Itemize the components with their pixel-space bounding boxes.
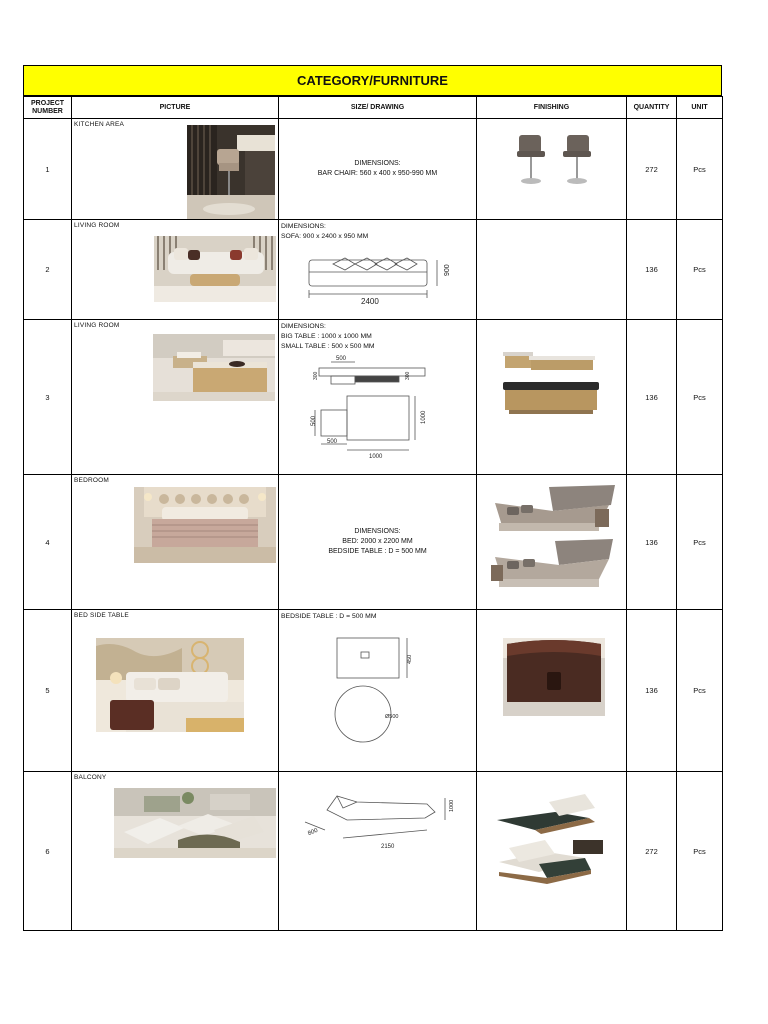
drawing-label: 900 (444, 264, 451, 276)
drawing-label: 300 (405, 371, 411, 380)
unit-cell: Pcs (677, 610, 723, 772)
unit-cell: Pcs (677, 320, 723, 475)
table-row (24, 320, 723, 475)
bedroom-photo (134, 487, 276, 563)
size-line: DIMENSIONS: (354, 160, 401, 167)
size-cell (279, 610, 477, 772)
finishing-cell (477, 610, 627, 772)
area-label: BALCONY (74, 774, 107, 781)
picture-cell (72, 119, 279, 220)
area-label: KITCHEN AREA (74, 121, 125, 128)
coffee-table-photo (153, 334, 275, 401)
unit-cell: Pcs (677, 772, 723, 931)
drawing-label: 500 (336, 356, 347, 362)
row-number: 5 (24, 610, 72, 772)
lounger-finishing-image (495, 792, 611, 894)
size-cell (279, 320, 477, 475)
size-line: DIMENSIONS: (281, 223, 326, 230)
picture-cell (72, 610, 279, 772)
table-row (24, 475, 723, 610)
table-row (24, 220, 723, 320)
drawing-label: 300 (313, 371, 319, 380)
size-cell (279, 220, 477, 320)
balcony-photo (114, 788, 276, 858)
area-label: LIVING ROOM (74, 322, 120, 329)
finishing-cell (477, 772, 627, 931)
picture-cell (72, 220, 279, 320)
bar-chair-photo (187, 125, 275, 219)
size-line: SMALL TABLE : 500 x 500 MM (281, 343, 375, 350)
area-label: BEDROOM (74, 477, 109, 484)
size-line: DIMENSIONS: (354, 528, 401, 535)
coffee-table-finishing-image (501, 348, 601, 420)
drawing-label: 2150 (381, 844, 395, 850)
picture-cell (72, 320, 279, 475)
row-number: 4 (24, 475, 72, 610)
area-label: LIVING ROOM (74, 222, 120, 229)
finishing-cell (477, 220, 627, 320)
header-row (24, 97, 723, 119)
bedside-table-finishing-image (503, 638, 605, 716)
table-row (24, 119, 723, 220)
area-label: BED SIDE TABLE (74, 612, 129, 619)
row-number: 1 (24, 119, 72, 220)
quantity-cell: 136 (627, 320, 677, 475)
finishing-cell (477, 119, 627, 220)
unit-cell: Pcs (677, 119, 723, 220)
drawing-label: 1000 (449, 799, 455, 812)
finishing-cell (477, 320, 627, 475)
quantity-cell: 272 (627, 772, 677, 931)
sofa-photo (154, 236, 276, 302)
table-row (24, 610, 723, 772)
header-unit: UNIT (677, 97, 723, 119)
size-cell (279, 475, 477, 610)
bed-finishing-image (489, 483, 617, 593)
row-number: 6 (24, 772, 72, 931)
row-number: 2 (24, 220, 72, 320)
header-finishing: FINISHING (477, 97, 627, 119)
table-row (24, 772, 723, 931)
drawing-label: 500 (311, 415, 317, 426)
unit-cell: Pcs (677, 220, 723, 320)
furniture-table (23, 96, 723, 931)
picture-cell (72, 772, 279, 931)
size-cell (279, 119, 477, 220)
furniture-sheet (23, 65, 722, 931)
size-line: BEDSIDE TABLE : D = 500 MM (328, 548, 427, 555)
size-line: DIMENSIONS: (281, 323, 326, 330)
quantity-cell: 136 (627, 475, 677, 610)
quantity-cell: 136 (627, 610, 677, 772)
drawing-label: Ø500 (385, 714, 399, 720)
sofa-drawing (303, 252, 453, 308)
size-cell (279, 772, 477, 931)
sheet-title: CATEGORY/FURNITURE (23, 65, 722, 96)
finishing-cell (477, 475, 627, 610)
bar-chair-finishing-image (505, 133, 599, 187)
drawing-label: 500 (327, 439, 338, 445)
header-picture: PICTURE (72, 97, 279, 119)
header-quantity: QUANTITY (627, 97, 677, 119)
header-size: SIZE/ DRAWING (279, 97, 477, 119)
drawing-label: 1000 (369, 454, 383, 460)
quantity-cell: 136 (627, 220, 677, 320)
bedside-table-drawing (329, 632, 419, 750)
bedside-table-photo (96, 638, 244, 732)
row-number: 3 (24, 320, 72, 475)
size-line: SOFA: 900 x 2400 x 950 MM (281, 233, 369, 240)
size-line: BAR CHAIR: 560 x 400 x 950-990 MM (317, 170, 438, 177)
header-project-number: PROJECT NUMBER (24, 97, 72, 119)
quantity-cell: 272 (627, 119, 677, 220)
coffee-table-drawing (303, 352, 453, 464)
unit-cell: Pcs (677, 475, 723, 610)
size-line: BED: 2000 x 2200 MM (342, 538, 413, 545)
size-line: BIG TABLE : 1000 x 1000 MM (281, 333, 372, 340)
picture-cell (72, 475, 279, 610)
drawing-label: 800 (307, 827, 319, 838)
size-line: BEDSIDE TABLE : D = 500 MM (281, 613, 377, 620)
lounger-drawing (297, 790, 465, 856)
drawing-label: 1000 (421, 410, 427, 424)
drawing-label: 450 (407, 654, 413, 664)
drawing-label: 2400 (361, 297, 379, 306)
